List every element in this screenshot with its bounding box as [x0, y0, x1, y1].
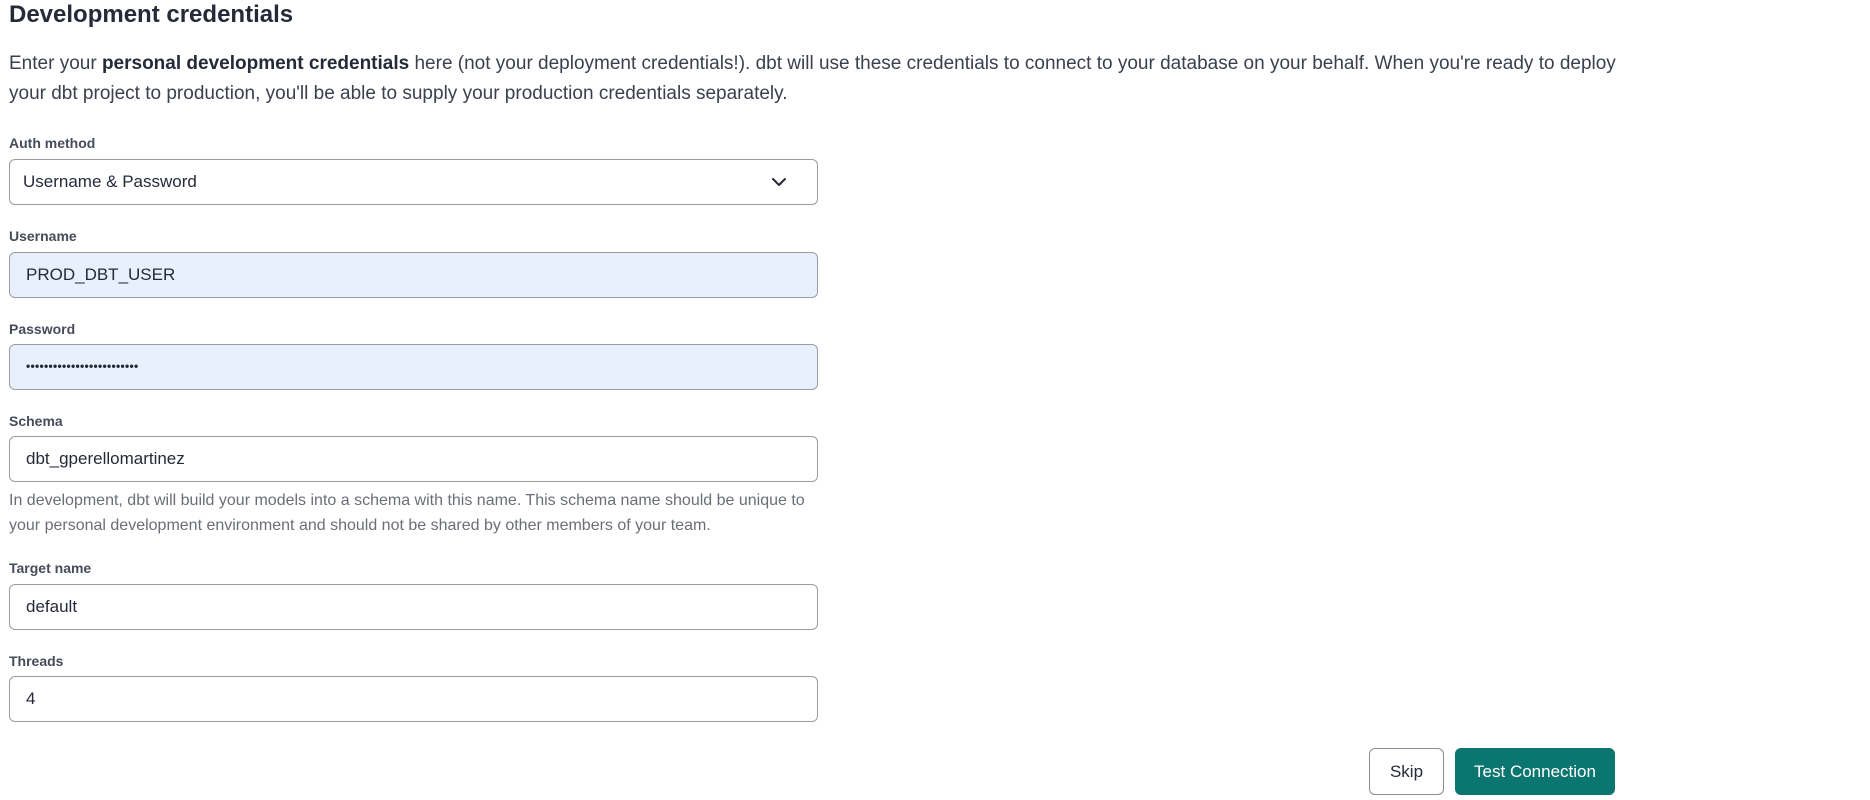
target-name-label: Target name: [9, 560, 92, 576]
password-input[interactable]: [9, 344, 818, 390]
username-value: PROD_DBT_USER: [26, 265, 176, 284]
threads-input[interactable]: [9, 676, 818, 722]
intro-prefix: Enter your: [9, 53, 102, 74]
schema-label: Schema: [9, 413, 63, 429]
username-input[interactable]: [9, 252, 818, 298]
intro-bold: personal development credentials: [101, 53, 410, 74]
target-name-value: default: [26, 597, 78, 616]
schema-value: dbt_gperellomartinez: [26, 449, 185, 468]
password-label: Password: [9, 321, 76, 337]
username-label: Username: [9, 228, 77, 244]
schema-help-text: In development, dbt will build your models into a schema with this name. This schema name should be unique to your personal development environment and should not be shared by other members of your team.: [9, 492, 805, 534]
threads-label: Threads: [9, 653, 64, 669]
target-name-input[interactable]: [9, 584, 818, 630]
password-masked-value: •••••••••••••••••••••••••: [26, 358, 139, 373]
auth-method-label: Auth method: [9, 135, 96, 151]
test-connection-button[interactable]: Test Connection: [1455, 748, 1615, 795]
auth-method-value: Username & Password: [23, 172, 197, 191]
chevron-down-icon: [771, 174, 787, 190]
intro-suffix: here (not your deployment credentials!). dbt will use these credentials to connect to your database on your behalf. When you're ready to deploy your dbt project to production, you'll be able to supply your production credentials separately.: [9, 53, 1616, 104]
threads-value: 4: [26, 689, 36, 708]
page-title: Development credentials: [9, 1, 294, 28]
intro-text: [9, 49, 1619, 109]
skip-button[interactable]: Skip: [1369, 748, 1444, 795]
auth-method-select[interactable]: [9, 159, 818, 205]
schema-input[interactable]: [9, 436, 818, 482]
